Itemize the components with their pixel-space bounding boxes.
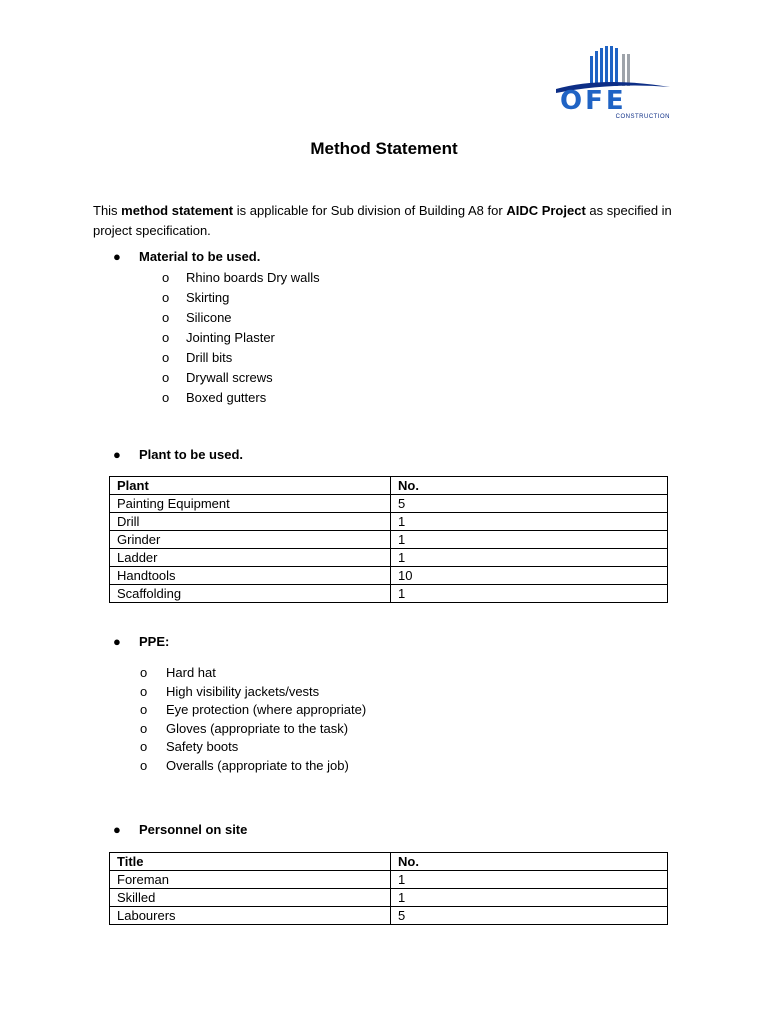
ppe-item-label: Overalls (appropriate to the job)	[166, 757, 349, 773]
table-cell: Ladder	[110, 549, 391, 567]
intro-text-2: is applicable for Sub division of Building A8 for	[233, 203, 507, 218]
header-cell: No.	[391, 853, 668, 871]
table-header-row	[110, 853, 668, 871]
table-cell: 1	[391, 531, 668, 549]
sub-bullet-icon: o	[162, 370, 170, 385]
ppe-item-label: Gloves (appropriate to the task)	[166, 720, 349, 736]
table-row	[110, 871, 668, 889]
table-cell: 5	[391, 495, 668, 513]
table-cell: Grinder	[110, 531, 391, 549]
sub-bullet-icon: o	[140, 702, 148, 717]
list-item	[140, 720, 366, 739]
sub-bullet-icon: o	[140, 720, 148, 736]
bullet-icon: ●	[113, 447, 121, 462]
table-header-row	[110, 477, 668, 495]
table-cell: 1	[391, 871, 668, 889]
personnel-heading-label: Personnel on site	[139, 822, 248, 837]
sub-bullet-icon: o	[140, 739, 148, 754]
table-cell: Drill	[110, 513, 391, 531]
ppe-item-label: Hard hat	[166, 665, 216, 680]
list-item	[162, 288, 320, 308]
sub-bullet-icon: o	[162, 290, 170, 305]
sub-bullet-icon: o	[162, 270, 170, 285]
table-cell: Labourers	[110, 907, 391, 925]
list-item	[162, 348, 320, 368]
list-item	[162, 268, 320, 288]
intro-paragraph	[93, 201, 678, 241]
materials-list	[162, 268, 320, 408]
table-row	[110, 513, 668, 531]
table-cell: Painting Equipment	[110, 495, 391, 513]
table-cell: 1	[391, 585, 668, 603]
header-cell: Plant	[110, 477, 391, 495]
list-item	[140, 701, 366, 720]
table-row	[110, 889, 668, 907]
sub-bullet-icon: o	[140, 665, 148, 680]
ppe-heading	[113, 634, 169, 649]
table-row	[110, 531, 668, 549]
table-row	[110, 495, 668, 513]
ppe-item-label: Eye protection (where appropriate)	[166, 702, 367, 717]
intro-text-3: as specified in project specification.	[93, 203, 672, 238]
table-cell: 1	[391, 549, 668, 567]
materials-heading-label: Material to be used.	[139, 249, 261, 264]
logo-subtitle: CONSTRUCTION	[615, 114, 670, 120]
table-row	[110, 907, 668, 925]
ppe-item-label: Safety boots	[166, 739, 239, 754]
list-item	[162, 328, 320, 348]
sub-bullet-icon: o	[162, 330, 170, 345]
intro-bold-project: AIDC Project	[506, 203, 586, 218]
ppe-list	[140, 664, 366, 775]
material-item-label: Drywall screws	[186, 370, 273, 385]
ppe-heading-label: PPE:	[139, 634, 170, 649]
plant-heading-label: Plant to be used.	[139, 447, 244, 462]
ppe-item-label: High visibility jackets/vests	[166, 683, 320, 699]
plant-heading	[113, 447, 243, 462]
material-item-label: Skirting	[186, 290, 230, 305]
materials-heading	[113, 249, 260, 264]
sub-bullet-icon: o	[140, 683, 148, 699]
list-item	[162, 388, 320, 408]
list-item	[140, 738, 366, 757]
header-cell: Title	[110, 853, 391, 871]
table-cell: Scaffolding	[110, 585, 391, 603]
list-item	[162, 308, 320, 328]
logo-wordmark: OFE	[560, 86, 627, 116]
table-cell: Foreman	[110, 871, 391, 889]
list-item	[140, 664, 366, 683]
table-cell: Handtools	[110, 567, 391, 585]
intro-text-1: This	[93, 203, 122, 218]
sub-bullet-icon: o	[162, 310, 170, 325]
material-item-label: Drill bits	[186, 350, 233, 365]
personnel-table	[109, 852, 668, 925]
list-item	[140, 757, 366, 776]
table-row	[110, 549, 668, 567]
bullet-icon: ●	[113, 822, 121, 837]
table-cell: 1	[391, 889, 668, 907]
table-row	[110, 585, 668, 603]
personnel-heading	[113, 822, 247, 837]
page-title: Method Statement	[310, 139, 458, 158]
bullet-icon: ●	[113, 249, 121, 264]
sub-bullet-icon: o	[162, 390, 170, 405]
table-row	[110, 567, 668, 585]
list-item	[162, 368, 320, 388]
intro-bold-method-statement: method statement	[121, 203, 234, 218]
table-cell: 10	[391, 567, 668, 585]
header-cell: No.	[391, 477, 668, 495]
company-logo	[552, 42, 674, 122]
material-item-label: Rhino boards Dry walls	[186, 270, 320, 285]
list-item	[140, 683, 366, 702]
table-cell: Skilled	[110, 889, 391, 907]
sub-bullet-icon: o	[162, 350, 170, 365]
material-item-label: Boxed gutters	[186, 390, 267, 405]
bullet-icon: ●	[113, 634, 121, 649]
table-cell: 1	[391, 513, 668, 531]
material-item-label: Jointing Plaster	[186, 330, 275, 345]
plant-table	[109, 476, 668, 603]
material-item-label: Silicone	[186, 310, 232, 325]
table-cell: 5	[391, 907, 668, 925]
sub-bullet-icon: o	[140, 757, 148, 773]
